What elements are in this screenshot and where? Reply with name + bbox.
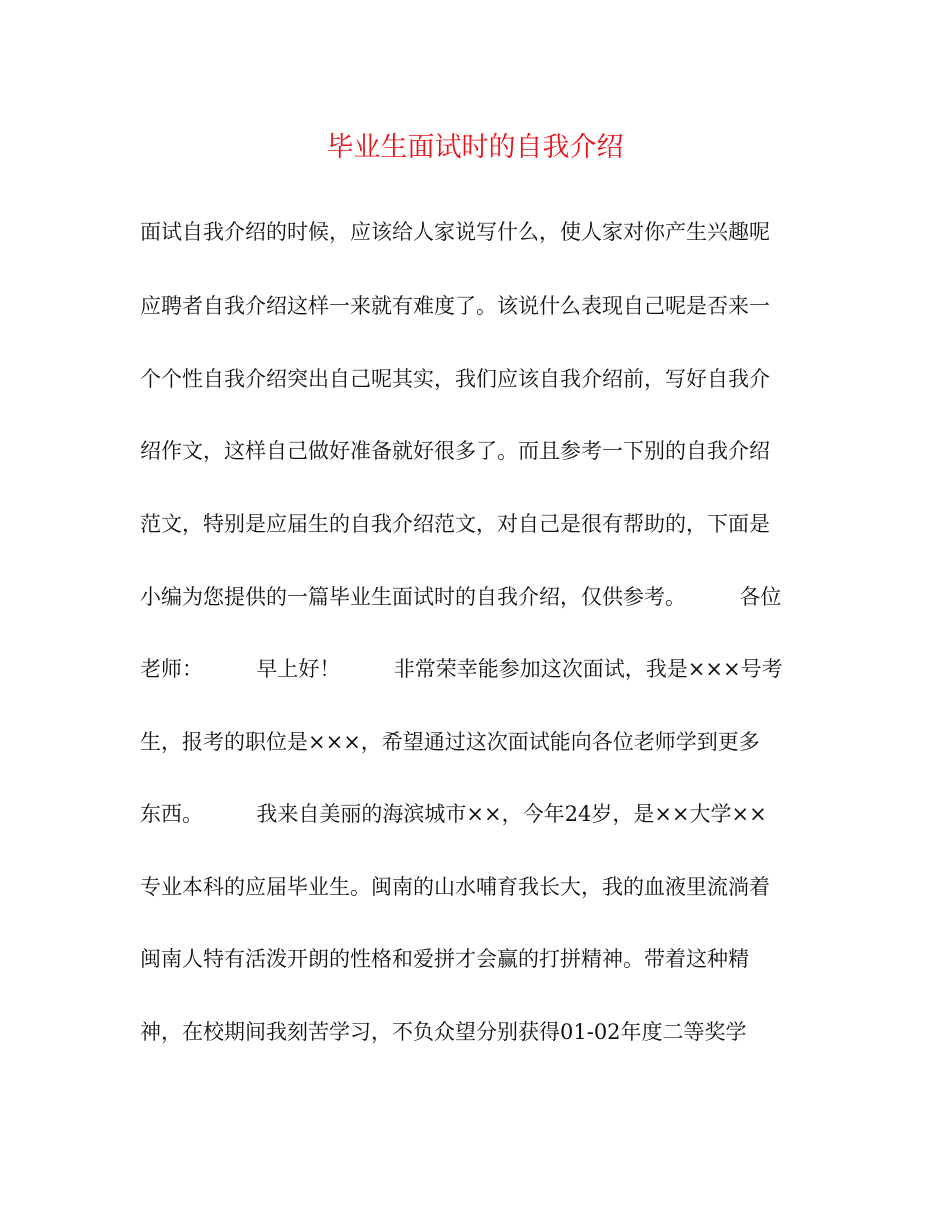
body-line-7: 老师： 早上好！ 非常荣幸能参加这次面试，我是×××号考 xyxy=(140,657,783,681)
body-line-4: 绍作文，这样自己做好准备就好很多了。而且参考一下别的自我介绍 xyxy=(140,439,770,463)
body-line-1: 面试自我介绍的时候，应该给人家说写什么，使人家对你产生兴趣呢 xyxy=(140,220,770,244)
body-line-11: 闽南人特有活泼开朗的性格和爱拼才会赢的打拼精神。带着这种精 xyxy=(140,947,749,971)
body-line-3: 个个性自我介绍突出自己呢其实，我们应该自我介绍前，写好自我介 xyxy=(140,367,770,391)
body-line-2: 应聘者自我介绍这样一来就有难度了。该说什么表现自己呢是否来一 xyxy=(140,294,770,318)
body-line-9: 东西。 我来自美丽的海滨城市××，今年24岁，是××大学×× xyxy=(140,802,767,826)
body-line-6: 小编为您提供的一篇毕业生面试时的自我介绍，仅供参考。 各位 xyxy=(140,585,782,609)
body-line-12: 神，在校期间我刻苦学习，不负众望分别获得01-02年度二等奖学 xyxy=(140,1020,747,1044)
body-line-5: 范文，特别是应届生的自我介绍范文，对自己是很有帮助的，下面是 xyxy=(140,512,770,536)
body-line-8: 生，报考的职位是×××，希望通过这次面试能向各位老师学到更多 xyxy=(140,730,760,754)
body-line-10: 专业本科的应届毕业生。闽南的山水哺育我长大，我的血液里流淌着 xyxy=(140,875,770,899)
document-title: 毕业生面试时的自我介绍 xyxy=(326,132,624,163)
